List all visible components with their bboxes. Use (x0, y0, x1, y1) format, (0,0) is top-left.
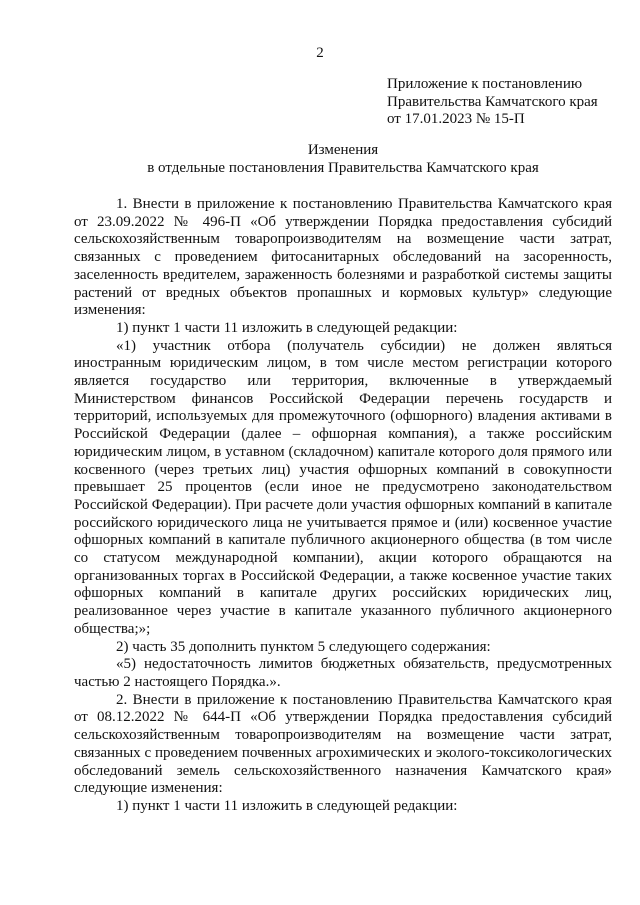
annex-line: Приложение к постановлению (387, 76, 583, 92)
document-body (74, 196, 612, 816)
body-paragraph: 2) часть 35 дополнить пунктом 5 следующего содержания: (116, 638, 491, 655)
annex-block (387, 76, 627, 129)
body-paragraph: 2. Внести в приложение к постановлению Правительства Камчатского края от 08.12.2022 № 644-П «Об утверждении Порядка предоставления субсидий сельскохозяйственным товаропроизводителям на возмещение части затрат, связанных с проведением почвенных агрохимических и эколого-токсикологических обследований земель сельскохозяйственного назначения Камчатского края» следующие изменения: (74, 691, 612, 797)
body-paragraph: «5) недостаточность лимитов бюджетных обязательств, предусмотренных частью 2 настоящего Порядка.». (74, 656, 612, 690)
heading-title: Изменения (307, 142, 379, 158)
page-number: 2 (316, 45, 324, 61)
body-paragraph: 1) пункт 1 части 11 изложить в следующей редакции: (116, 319, 458, 336)
annex-line: Правительства Камчатского края (387, 93, 598, 110)
body-paragraph: 1. Внести в приложение к постановлению Правительства Камчатского края от 23.09.2022 № 496-П «Об утверждении Порядка предоставления субсидий сельскохозяйственным товаропроизводителям на возмещение части затрат, связанных с проведением фитосанитарных обследований на засоренность, заселенность вредителем, зараженность болезнями и разработкой системы защиты растений от вредных объектов пропашных и кормовых культур» следующие изменения: (74, 196, 612, 319)
body-paragraph: 1) пункт 1 части 11 изложить в следующей редакции: (116, 797, 458, 814)
document-heading (74, 142, 612, 177)
annex-line: от 17.01.2023 № 15-П (387, 111, 525, 127)
body-paragraph: «1) участник отбора (получатель субсидии) не должен являться иностранным юридическим лицом, в том числе местом регистрации которого является государство или территория, включенные в утверждаемый Министерством финансов Российской Федерации перечень государств и территорий, используемых для промежуточного (офшорного) владения активами в Российской Федерации (далее – офшорная компания), а также российским юридическим лицом, в уставном (складочном) капитале которого доля прямого или косвенного (через третьих лиц) участия офшорных компаний в совокупности превышает 25 процентов (если иное не предусмотрено законодательством Российской Федерации). При расчете доли участия офшорных компаний в капитале российского юридического лица не учитывается прямое и (или) косвенное участие офшорных компаний в капитале публичного акционерного общества (в том числе со статусом международной компании), акции которого обращаются на организованных торгах в Российской Федерации, а также косвенное участие таких офшорных компаний в капитале других российских юридических лиц, реализованное через участие в капитале указанного публичного акционерного общества;»; (74, 337, 612, 637)
heading-subtitle: в отдельные постановления Правительства Камчатского края (147, 159, 539, 176)
